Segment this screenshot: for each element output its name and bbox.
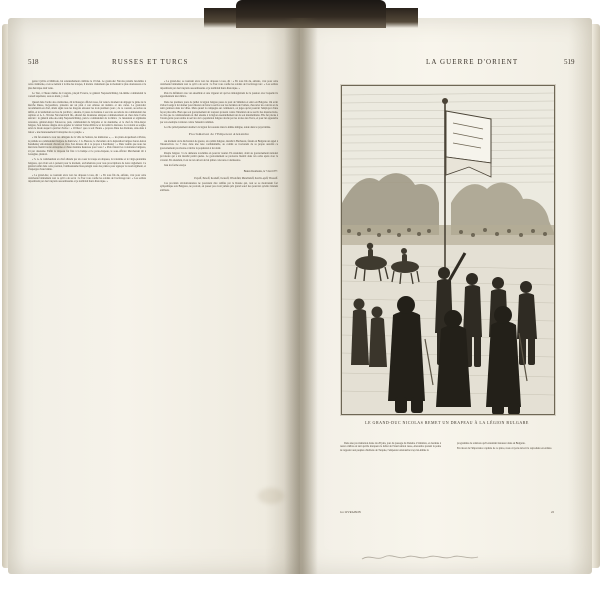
paragraph: « Le grand-duc, se tournant alors vers les drapeau à tous, dit : « En tous fils du, enfants, c'est pour cette cérémonie bénitement tout ce qu'il a de sacré : le Tsar vous confie les soldats de l'esclavage turc. « Les soldats répondirent par des bruyants assourdissants et je tremblait hurra historique. » (160, 80, 278, 90)
running-head-left: RUSSES ET TURCS (112, 58, 189, 66)
paragraph: Le rôle principalement destiné à la légion fut soutenu dans la même indigne, tende dans le pays intime. (164, 126, 271, 130)
paragraph: Quand dans l'ordre des cérémonies, dit le Russgar officiel russe, fut venu le moment de dégager le génie de la marche Russe, Keyserdiew, présenta sur un plan à son Altesse un numéro et des cartes. Le grand-duc recommanda en chef, allant signé tous les dragons entourer les trois premiers jours ; de ce courant, au suivre au défilé, et le lendemain au bas du pavillon ; ensuite, il passa le martèau à ses trois escadrons du commandant des Apôtres et A. L. Nicolas Nicolaievitch fils, ehrend des monnaies antiques commencement en chez dans l'ordre suivant : le général aide-de-camp Nepokoïtchitsky, puis le commandant de la milice ; le lieutenant et régiments terrestres, général-major Salowzow, puis, commandant de brigades et de deuxième, et le chef de l'état-major bulgare, Son Altesse daigne alors appeler le vétéran Totleu Peltzow et lui remit la marteau. La volonté se soigne, selon le mode auquel a précisé d'avise : « O Dieu ! que ce soit l'heure » proposa Dieu des Romans, aide-dans à lancer « une heureusement l'entreprise de ce peuple. » (28, 100, 146, 134)
illustration-plate (340, 84, 556, 416)
paragraph: Le Tsar, à l'heure même du Congrès, plaçait Foreica, le général Nepokoïtchitsky, lui-même commandait le conseil supérieur, sous sa main, y avait. (28, 92, 146, 99)
plate-caption: LE GRAND-DUC NICOLAS REMET UN DRAPEAU À LA LÉGION BULGARE (365, 420, 529, 425)
paragraph: « S. A. le commandant en chef allanda par un coeur la troupe en drapeau, la troisième et le vingt-quatrième bulgares, qui criait son à présent pour le moment, exclamations pour tous proscriptions de notre règlement. Ce général remit dans cette position, l'enthousiasme Kuz-palegié reste des prières pour appuyer le noud régiment, et d'aspergea d'eau bénite. (28, 158, 146, 172)
folio-left: 518 (28, 58, 39, 66)
signature-mark: 1re LIVRAISON (340, 510, 361, 514)
paragraph: Au moment où la déclaration de guerre, un comité bulgare, installé à Bucharest, faisait en Bulgarie un appel à l'insurrection. Le 7 mai, dans une note confidentielle, au comité se trouvarent de sa propre autorité ce gouvernement provisoire et invita la population à lui obéir. (160, 139, 278, 150)
text-column (340, 442, 441, 508)
pencil-annotation (360, 552, 480, 562)
running-head-right: LA GUERRE D'ORIENT (426, 58, 519, 66)
open-book (8, 18, 592, 574)
paragraph: programme de relations qu'il entendait instaurer dans en Bulgarie. (457, 442, 526, 445)
signatures: Popoff, Panoff, Kostieff, Iwanoff, Wladofkil, Manchaïeff, Kavilo-ejeff, Wossoff. (194, 176, 278, 180)
paragraph: Issu les forme essaye (164, 163, 186, 167)
signature-number: 22 (551, 510, 554, 514)
text-column (453, 442, 554, 508)
paragraph: « On fut ensuite le tour des délégués de la ville de Samara, les mémoires », — les plans Arquebaud et Preiss, le prélude au commandant bulgare de Kieloww, J. G. Bessow, le chevaliers de la députation bulgare baron Aulon Katehenuy enfoncèrent chacun un clou. Son Altesse dit à ce propos à Katchanuy : « Dieu veuille que nous les marcions bientôt notre entreprise et d'une manière heureuse pour vous ! » Puis vinrent les volontaires bulgares, ici par douzaine. Enfin le drapeau fut fixé à la hampe et le porte-drapeau, le sous-officier Marchenski dit à Grougine, plantoit. (28, 136, 146, 156)
text-column (160, 80, 278, 500)
paragraph: Ces procédés révolutionnaires ne pouvaient être ratifiés par le Russie qui, tout se se montraient fort sympathique aux Bulgares, ne pouvait, en passer pas avoir jamais pris grand souci des pouvoirs qu'elle s'étaient attribués. (160, 181, 278, 192)
paragraph: Dans une proclamation datée du 28 juin, jour du passage du Danube à Simnitza, et destinée à rester célèbre en tant qu'elle marquera le début de l'intervention russe, Alexandre prenait la peine de rappeler aux peuples chrétiens de Turquie, l'empereur Alexandre traça lui-même la (340, 442, 441, 452)
paragraph: genre Cyrille et Méthode, fut solennellement célébrée le 18 mai. Le grand-duc Nicolas présida lui-même à cette cérémonie, et en se nettant à la tête des troupes, il montra clairement que le moment le plus douloureux et le plus héroïque était venu. (28, 80, 146, 90)
folio-right: 519 (564, 58, 575, 66)
paragraph: Peuple bulgare ! ta le demeure toi-même en pouvoir tourné. En attendant, obéir au gouvernement national provisoire qui a été installé parmi queles. Le gouvernement se prononce bientôt dans ton ordre après avec la volonté. En attendant, il est de ton devoir de lui prêter concours et obéissance. (160, 151, 278, 162)
engraving-svg (341, 85, 555, 415)
signature-line (340, 510, 554, 514)
paragraph: Dans les premiers jours de juillet la légion bulgare passa le pont de Simnitza et entra en Bulgarie. On avait d'abord songé à lui donner pour mission de faire la service sur les derrières de l'armée, d'escorter les convois et de tenir garnison dans les villes. Mais quand la campagne eut commencé, on jugea qu'on pourrait l'employer d'une façon plus utile. Bien que son gouvernement ait toujours protesté contre l'intention de se servir des insurrections, la côte que la commandaient en chef ensuite à la légion essentiellement un de son intermédiaire. Elle fut placée à l'avant-garde pour rendre le service de la population bulgare abolie par les écoles des Turcs, et pour lui apprendre par son exemple à résister contre l'ennemi commun. (160, 100, 278, 124)
page-edge-right (592, 24, 600, 568)
paragraph: Puis ils défilèrent avec un ensemble et une vigueur tel qui les témoignèrent de la passion avec laquelle ils appartiennent leur milice. (160, 92, 278, 99)
printed-content (8, 18, 592, 574)
paragraph: « Le grand-duc, se tournant alors vers les drapeau à tous, dit : « En tous fils du, enfants, c'est pour cette cérémonie bénitement tout ce qu'il a de sacré : le Tsar vous confie les soldats de l'esclavage turc. « Les soldats répondirent par des bruyants assourdissants et je tremblait hurra historique. » (28, 173, 146, 184)
paragraph: En raison de l'importance capitale de ce pièce, nous croyons devoir la reproduire en entière. (457, 447, 553, 451)
dateline: Bukan Roumanie, le 7 mai 1877. (243, 170, 278, 174)
section-heading: Proclamation de l'Empereur Alexandre (188, 132, 250, 137)
text-column (28, 80, 146, 500)
